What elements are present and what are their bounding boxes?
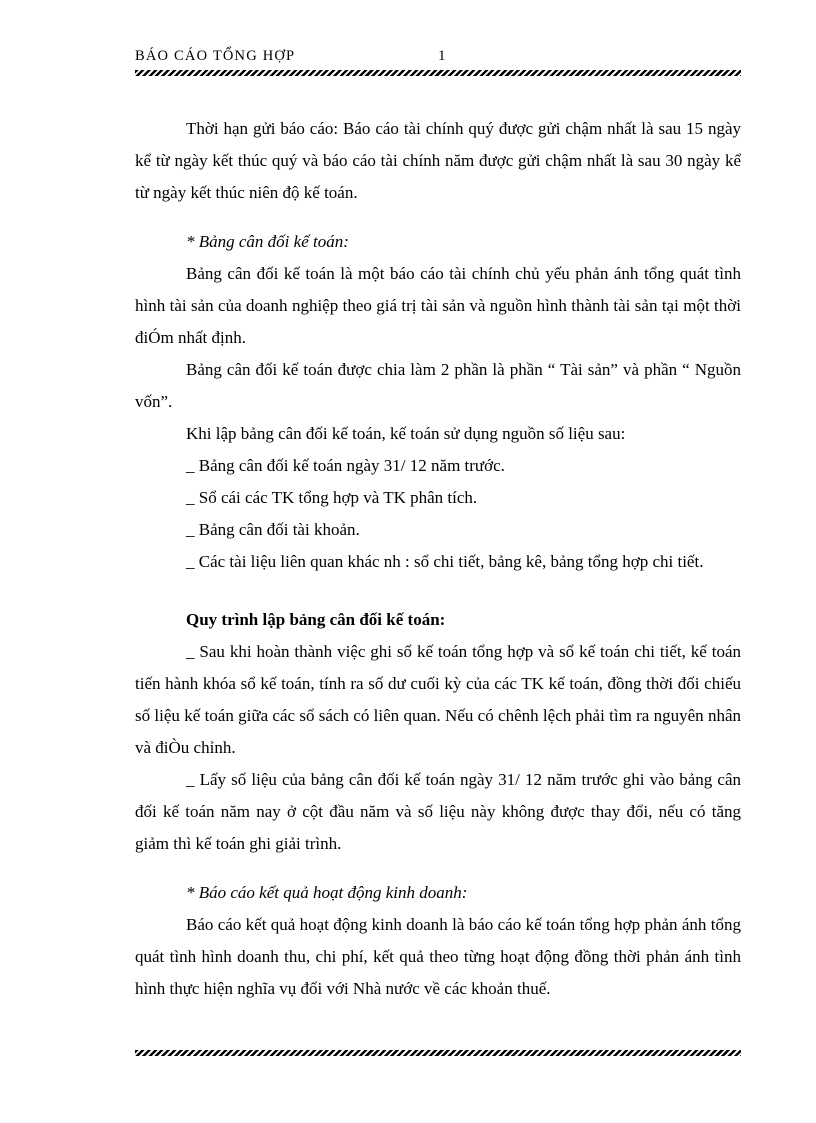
paragraph-procedure-step-2: _ Lấy số liệu của bảng cân đối kế toán ngày 31/ 12 năm trước ghi vào bảng cân đối kế toán năm nay ở cột đầu năm và số liệu này không được thay đổi, nếu có tăng giảm thì kế toán ghi giải trình. — [135, 770, 741, 853]
list-item: _ Các tài liệu liên quan khác nh : sổ chi tiết, bảng kê, bảng tổng hợp chi tiết. — [186, 552, 704, 571]
footer-divider — [135, 1050, 741, 1056]
paragraph-procedure-step-1: _ Sau khi hoàn thành việc ghi sổ kế toán tổng hợp và sổ kế toán chi tiết, kế toán tiến hành khóa sổ kế toán, tính ra số dư cuối kỳ của các TK kế toán, đồng thời đối chiếu số liệu kế toán giữa các sổ sách có liên quan. Nếu có chênh lệch phải tìm ra nguyên nhân và điÒu chỉnh. — [135, 642, 741, 757]
paragraph-balance-sheet-definition: Bảng cân đối kế toán là một báo cáo tài chính chủ yếu phản ánh tổng quát tình hình tài sản của doanh nghiệp theo giá trị tài sản và nguồn hình thành tài sản tại một thời điÓm nhất định. — [135, 264, 741, 347]
section-heading-procedure: Quy trình lập bảng cân đối kế toán: — [186, 610, 446, 629]
paragraph-balance-sheet-parts: Bảng cân đối kế toán được chia làm 2 phần là phần “ Tài sản” và phần “ Nguồn vốn”. — [135, 360, 741, 411]
paragraph-deadline: Thời hạn gửi báo cáo: Báo cáo tài chính quý được gửi chậm nhất là sau 15 ngày kể từ ngày kết thúc quý và báo cáo tài chính năm được gửi chậm nhất là sau 30 ngày kể từ ngày kết thúc niên độ kế toán. — [135, 119, 741, 202]
section-heading-income-statement: * Báo cáo kết quả hoạt động kinh doanh: — [186, 883, 468, 902]
page-header — [135, 48, 741, 78]
list-item: _ Sổ cái các TK tổng hợp và TK phân tích. — [186, 488, 478, 507]
page-number: 1 — [438, 48, 446, 64]
paragraph-data-sources: Khi lập bảng cân đối kế toán, kế toán sử dụng nguồn số liệu sau: — [186, 424, 626, 443]
paragraph-income-statement-definition: Báo cáo kết quả hoạt động kinh doanh là báo cáo kế toán tổng hợp phản ánh tổng quát tình hình doanh thu, chi phí, kết quả theo từng hoạt động đồng thời phản ánh tình hình thực hiện nghĩa vụ đối với Nhà nước về các khoản thuế. — [135, 915, 741, 998]
section-heading-balance-sheet: * Bảng cân đối kế toán: — [186, 232, 349, 251]
header-title: BÁO CÁO TỔNG HỢP — [135, 48, 296, 64]
header-divider — [135, 70, 741, 76]
document-body — [135, 113, 741, 1005]
list-item: _ Bảng cân đối tài khoản. — [186, 520, 360, 539]
list-item: _ Bảng cân đối kế toán ngày 31/ 12 năm trước. — [186, 456, 505, 475]
